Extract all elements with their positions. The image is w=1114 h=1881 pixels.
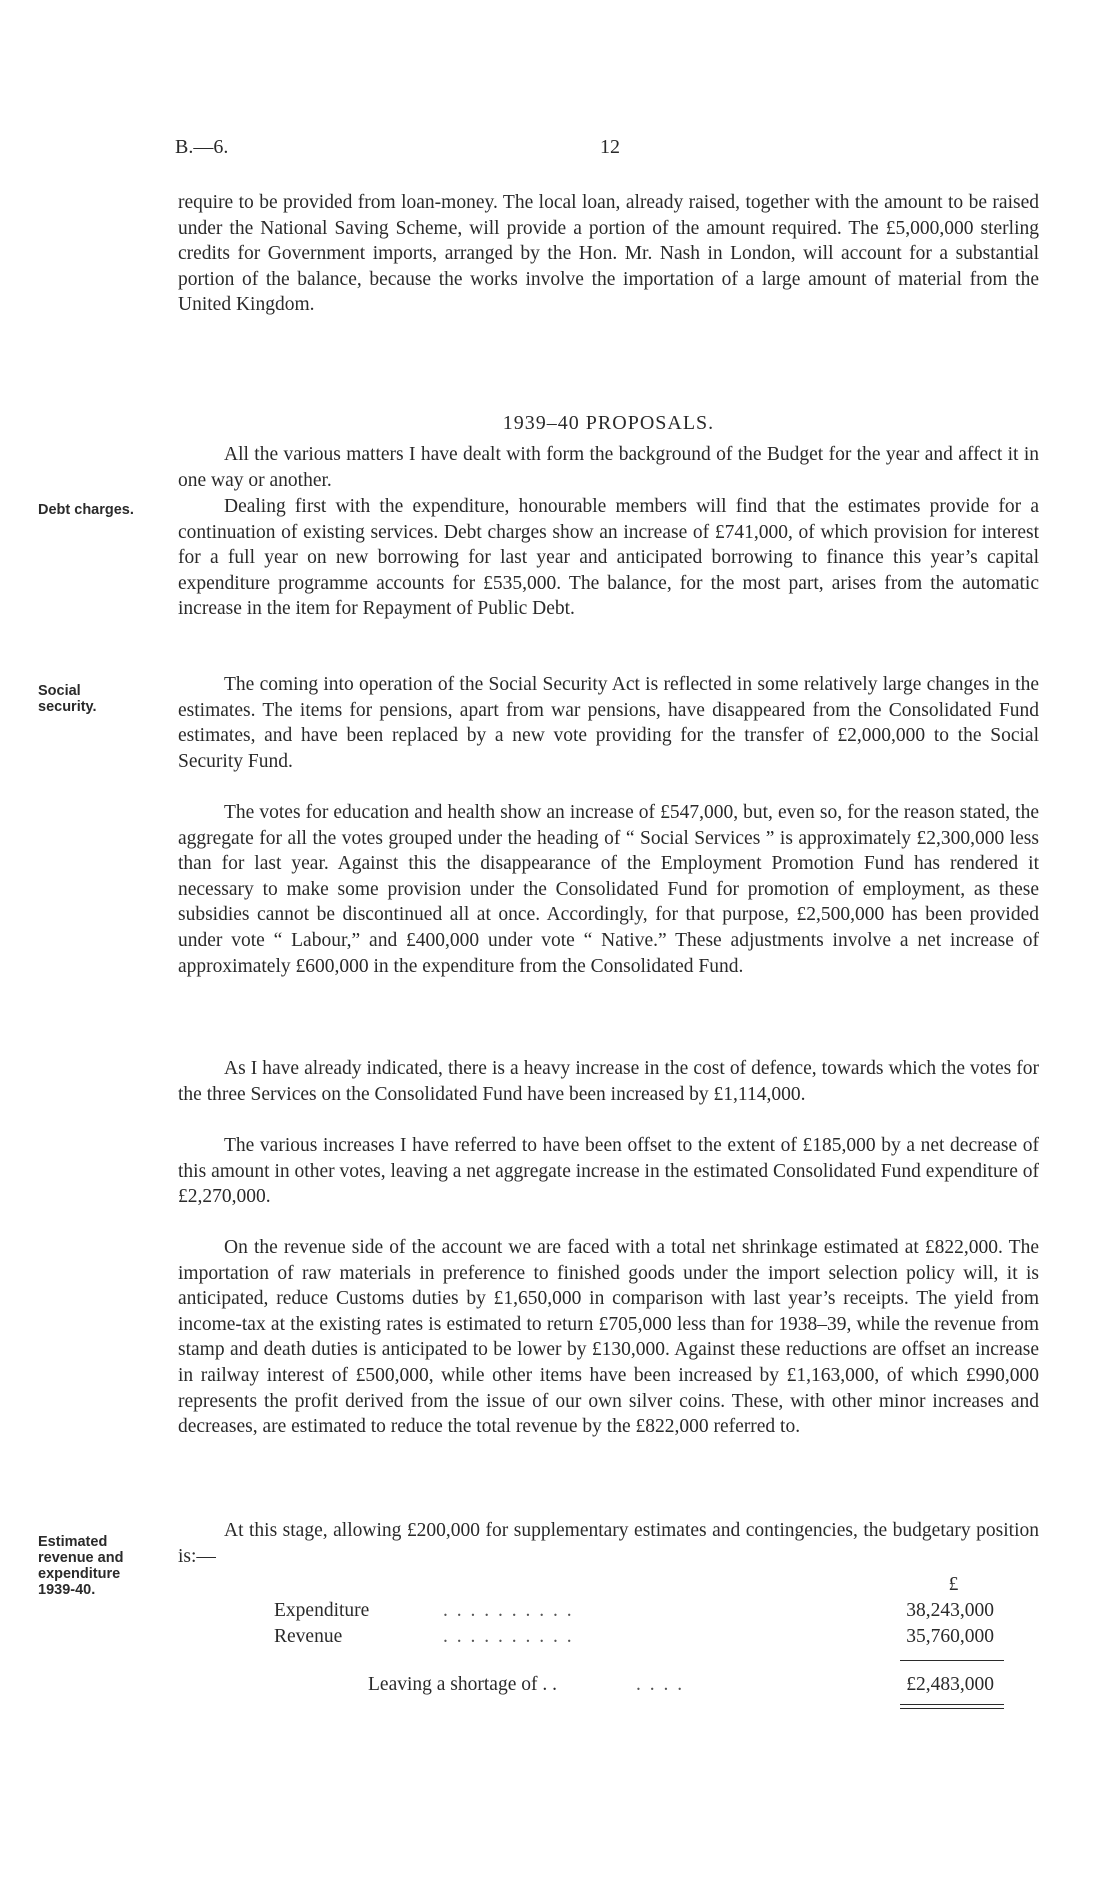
row-amount-revenue: 35,760,000 <box>906 1626 994 1647</box>
total-double-rule-top <box>900 1704 1004 1705</box>
total-double-rule-bottom <box>900 1708 1004 1709</box>
margin-note-estimated-revenue: Estimated revenue and expenditure 1939-40. <box>38 1534 124 1598</box>
row-label-expenditure: Expenditure <box>274 1600 370 1621</box>
margin-note-debt-charges: Debt charges. <box>38 502 134 518</box>
paragraph-budgetary-position: At this stage, allowing £200,000 for supplementary estimates and contingencies, the budgetary position is:— <box>178 1520 1039 1567</box>
leader-dots: . . . . <box>636 1674 685 1695</box>
page-number: 12 <box>600 136 620 158</box>
paragraph-education-health: The votes for education and health show an increase of £547,000, but, even so, for the reason stated, the aggregate for all the votes grouped under the heading of “ Social Services ” is approximately £2,300,000 less than for last year. Against this the disappearance of the Employment Promotion Fund has rendered it necessary to make some provision under the Consolidated Fund for promotion of employment, as these subsidies cannot be discontinued all at once. Accordingly, for that purpose, £2,500,000 has been provided under vote “ Labour,” and £400,000 under vote “ Native.” These adjustments involve a net increase of approximately £600,000 in the expenditure from the Consolidated Fund. <box>178 802 1039 977</box>
paragraph-debt-charges: Dealing first with the expenditure, honourable members will find that the estimates provide for a continuation of existing services. Debt charges show an increase of £741,000, of which provision for interest for a full year on new borrowing for last year and anticipated borrowing to finance this year’s capital expenditure programme accounts for £535,000. The balance, for the most part, arises from the automatic increase in the item for Repayment of Public Debt. <box>178 496 1039 620</box>
currency-unit: £ <box>948 1574 959 1595</box>
shortage-amount: £2,483,000 <box>906 1674 994 1695</box>
document-reference: B.—6. <box>175 136 229 158</box>
shortage-label: Leaving a shortage of . . <box>368 1674 557 1695</box>
intro-paragraph: require to be provided from loan-money. The local loan, already raised, together with the amount to be raised under the National Saving Scheme, will provide a portion of the amount required. The £5,000,000 sterling credits for Government imports, arranged by the Hon. Mr. Nash in London, will account for a substantial portion of the balance, because the works involve the importation of a large amount of material from the United Kingdom. <box>178 192 1039 316</box>
leader-dots: . . . . . . . . . . <box>443 1600 574 1621</box>
subtotal-rule <box>900 1660 1004 1661</box>
paragraph-defence: As I have already indicated, there is a heavy increase in the cost of defence, towards which the votes for the three Services on the Consolidated Fund have been increased by £1,114,000. <box>178 1058 1039 1105</box>
leader-dots: . . . . . . . . . . <box>443 1626 574 1647</box>
table-row <box>178 1626 1039 1652</box>
paragraph-background: All the various matters I have dealt with form the background of the Budget for the year and affect it in one way or another. <box>178 444 1039 491</box>
paragraph-social-security: The coming into operation of the Social Security Act is reflected in some relatively large changes in the estimates. The items for pensions, apart from war pensions, have disappeared from the Consolidated Fund estimates, and have been replaced by a new vote providing for the transfer of £2,000,000 to the Social Security Fund. <box>178 674 1039 772</box>
table-row <box>178 1600 1039 1626</box>
table-row-shortage <box>178 1674 1039 1700</box>
section-heading: 1939–40 PROPOSALS. <box>502 412 715 434</box>
row-label-revenue: Revenue <box>274 1626 343 1647</box>
margin-note-social-security: Social security. <box>38 683 97 715</box>
paragraph-net-increase: The various increases I have referred to have been offset to the extent of £185,000 by a net decrease of this amount in other votes, leaving a net aggregate increase in the estimated Consolidated Fund expenditure of £2,270,000. <box>178 1135 1039 1208</box>
row-amount-expenditure: 38,243,000 <box>906 1600 994 1621</box>
paragraph-revenue: On the revenue side of the account we are faced with a total net shrinkage estimated at £822,000. The importation of raw materials in preference to finished goods under the import selection policy will, it is anticipated, reduce Customs duties by £1,650,000 in comparison with last year’s receipts. The yield from income-tax at the existing rates is estimated to return £705,000 less than for 1938–39, while the revenue from stamp and death duties is anticipated to be lower by £130,000. Against these reductions are offset an increase in railway interest of £500,000, while other items have been increased by £1,163,000, of which £990,000 represents the profit derived from the issue of our own silver coins. These, with other minor increases and decreases, are estimated to reduce the total revenue by the £822,000 referred to. <box>178 1237 1039 1438</box>
